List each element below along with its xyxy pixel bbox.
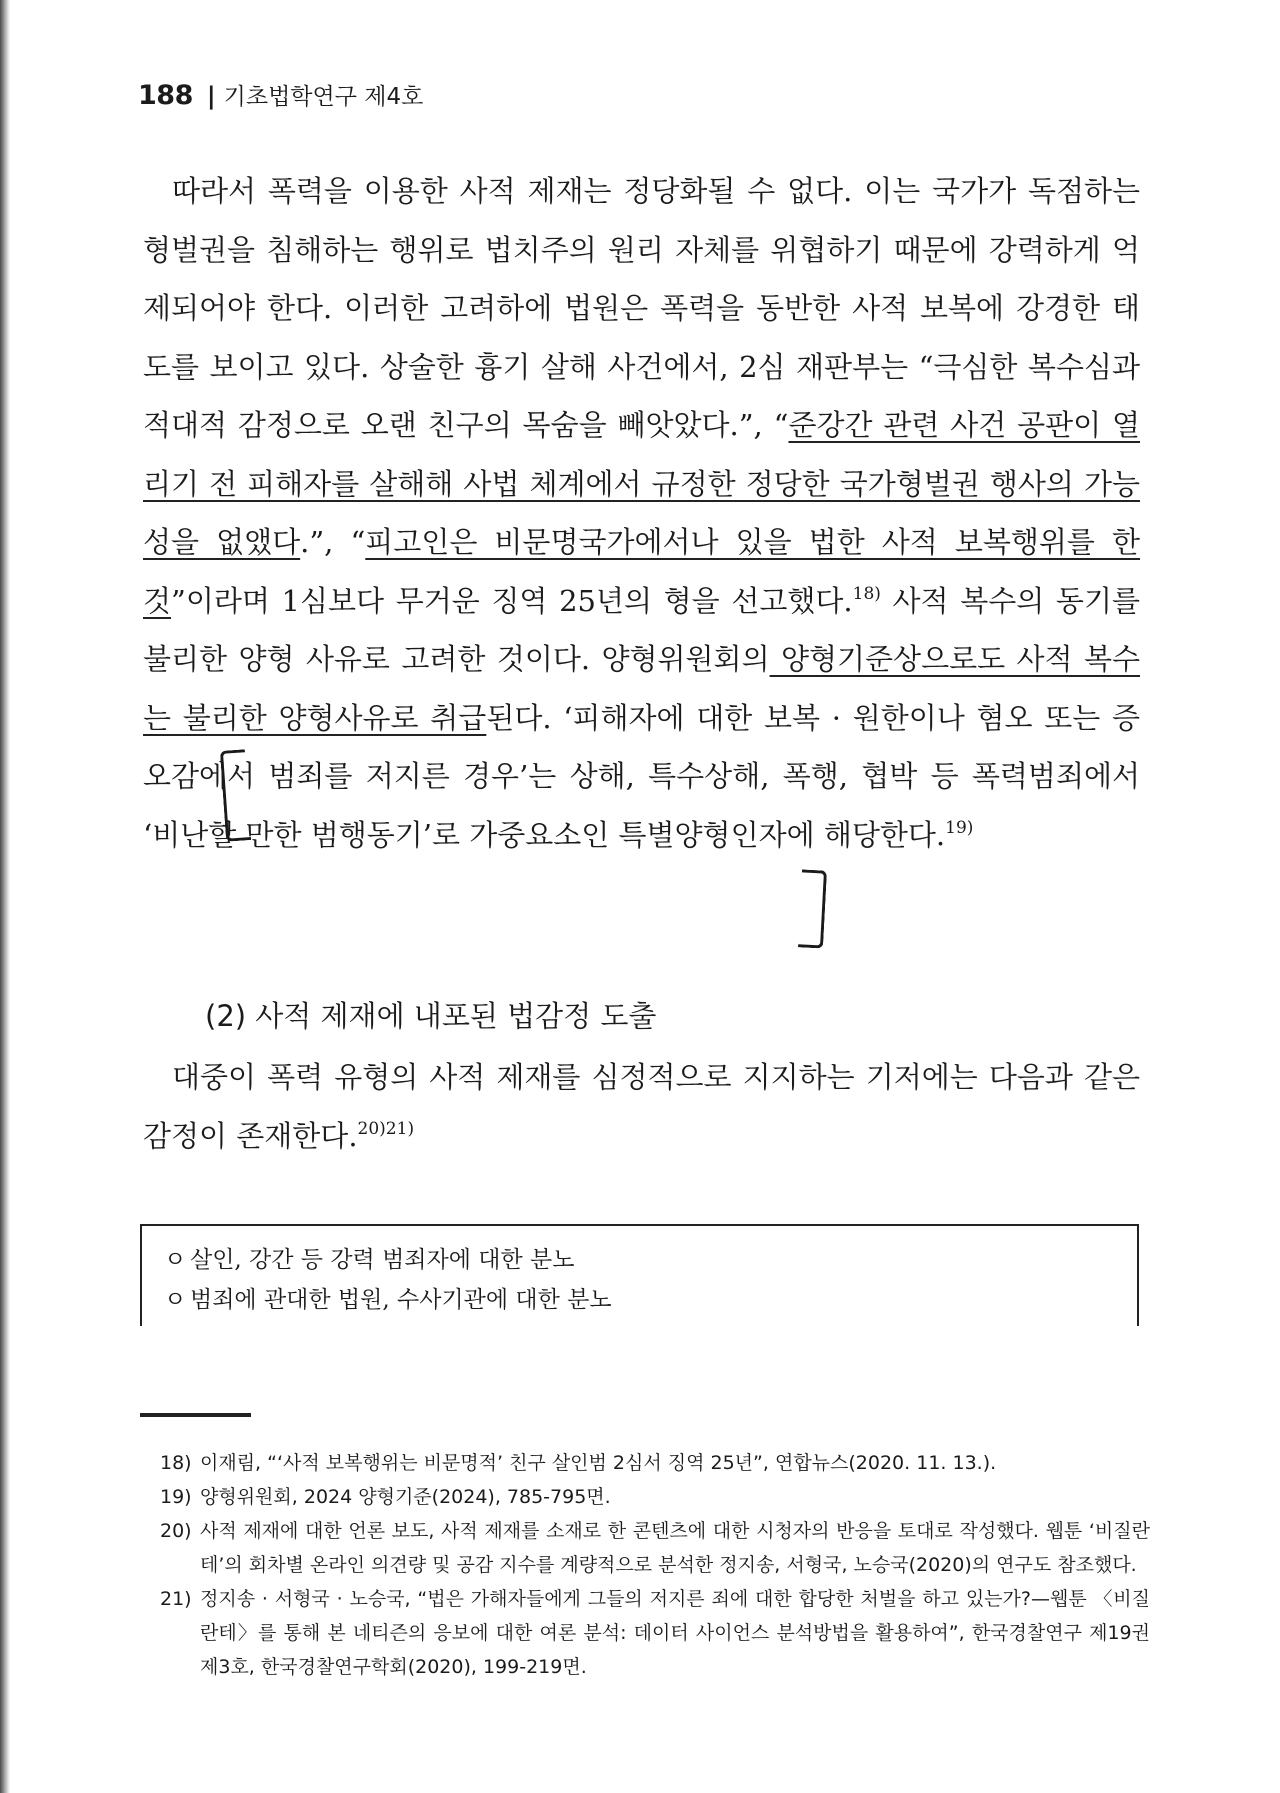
handwritten-bracket-close (798, 869, 827, 948)
footnote-ref-19[interactable]: 19) (945, 817, 974, 838)
footnote-18: 18) 이재림, “‘사적 보복행위는 비문명적’ 친구 살인범 2심서 징역 25년”, 연합뉴스(2020. 11. 13.). (160, 1452, 997, 1474)
emotion-list-box (140, 1224, 1139, 1326)
footnote-19: 19) 양형위원회, 2024 양형기준(2024), 785-795면. (160, 1486, 611, 1508)
footnote-divider (140, 1413, 251, 1417)
section-subheading: (2) 사적 제재에 내포된 법감정 도출 (205, 999, 657, 1033)
page-number: 188 (138, 80, 193, 111)
journal-title: 기초법학연구 제4호 (223, 84, 424, 110)
handwritten-underline-3: 양형기준상으로도 사적 복수는 불리한 양형사유로 취급 (143, 642, 1140, 735)
bullet-circle-icon: ㅇ (164, 1247, 187, 1273)
footnote-ref-18[interactable]: 18) (852, 583, 881, 604)
running-header (138, 78, 423, 111)
list-item: ㅇ 살인, 강간 등 강력 범죄자에 대한 분노 (164, 1240, 1115, 1280)
paragraph-1: 따라서 폭력을 이용한 사적 제재는 정당화될 수 없다. 이는 국가가 독점하는 형벌권을 침해하는 행위로 법치주의 원리 자체를 위협하기 때문에 강력하게 억제되어야 한다. 이러한 고려하에 법원은 폭력을 동반한 사적 보복에 강경한 태도를 보이고 있다. 상술한 흉기 살해 사건에서, 2심 재판부는 “극심한 복수심과 적대적 감정으로 오랜 친구의 목숨을 빼앗았다.”, “준강간 관련 사건 공판이 열리기 전 피해자를 살해해 사법 체계에서 규정한 정당한 국가형벌권 행사의 가능성을 없앴다.”, “피고인은 비문명국가에서나 있을 법한 사적 보복행위를 한 것”이라며 1심보다 무거운 징역 25년의 형을 선고했다.$^{18)}$ 사적 복수의 동기를 불리한 양형 사유로 고려한 것이다. 양형위원회의 양형기준상으로도 사적 복수는 불리한 양형사유로 취급된다. ‘피해자에 대한 보복 · 원한이나 혐오 또는 증오감에서 범죄를 저지른 경우’는 상해, 특수상해, 폭행, 협박 등 폭력범죄에서 ‘비난할 만한 범행동기’로 가중요소인 특별양형인자에 해당한다.$^{19)}$ (143, 174, 1141, 852)
footnote-ref-20-21[interactable]: 20)21) (357, 1118, 415, 1139)
list-item: ㅇ 범죄에 관대한 법원, 수사기관에 대한 분노 (164, 1280, 1115, 1320)
handwritten-underline-2: 피고인은 비문명국가에서나 있을 법한 사적 보복행위를 한 것 (143, 525, 1140, 618)
header-separator: | (206, 82, 216, 110)
paragraph-2: 대중이 폭력 유형의 사적 제재를 심정적으로 지지하는 기저에는 다음과 같은 감정이 존재한다.$^{20)21)}$ (143, 1060, 1140, 1153)
page-edge-shadow (0, 0, 10, 1793)
footnote-20: 20) 사적 제재에 대한 언론 보도, 사적 제재를 소재로 한 콘텐츠에 대한 시청자의 반응을 토대로 작성했다. 웹툰 ‘비질란테’의 회차별 온라인 의견량 및 공감 지수를 계량적으로 분석한 정지송, 서형국, 노승국(2020)의 연구도 참조했다. (160, 1520, 1150, 1576)
footnotes (160, 1446, 1150, 1684)
footnote-21: 21) 정지송 · 서형국 · 노승국, “법은 가해자들에게 그들의 저지른 죄에 대한 합당한 처벌을 하고 있는가?—웹툰 〈비질란테〉를 통해 본 네티즌의 응보에 대한 여론 분석: 데이터 사이언스 분석방법을 활용하여”, 한국경찰연구 제19권 제3호, 한국경찰연구학회(2020), 199-219면. (160, 1588, 1150, 1678)
handwritten-underline-1: 준강간 관련 사건 공판이 열리기 전 피해자를 살해해 사법 체계에서 규정한 정당한 국가형벌권 행사의 가능성을 없앴다 (143, 408, 1140, 559)
bullet-circle-icon: ㅇ (164, 1287, 187, 1313)
